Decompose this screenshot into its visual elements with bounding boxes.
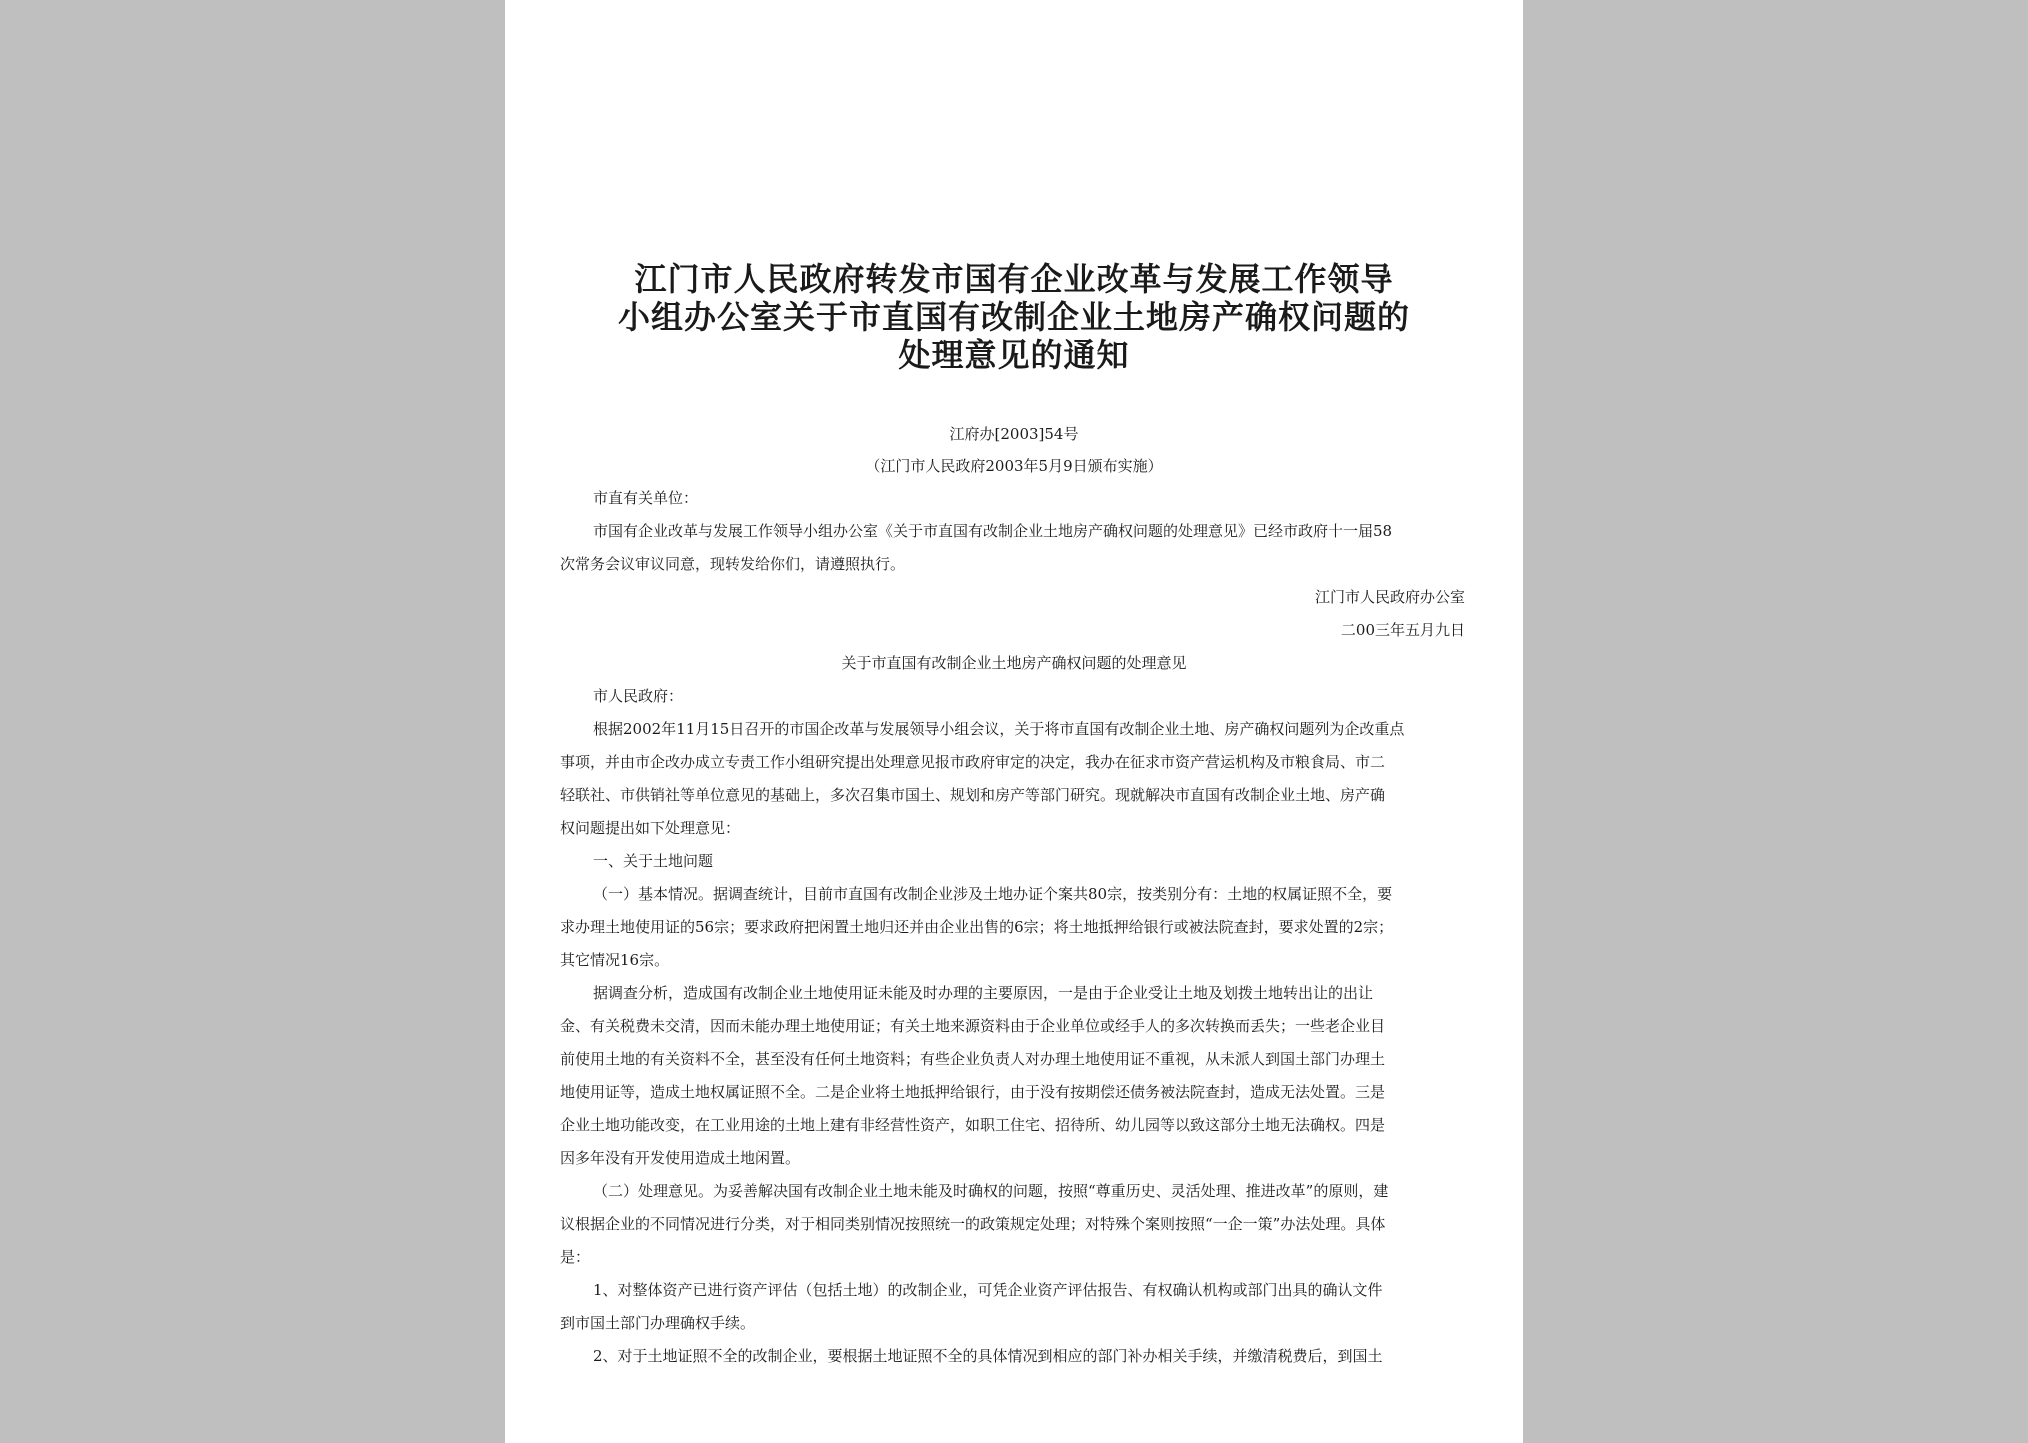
para2-line-2: 求办理土地使用证的56宗；要求政府把闲置土地归还并由企业出售的6宗；将土地抵押给银行或被法院查封，要求处置的2宗；: [560, 918, 1394, 936]
para1-line-3: 轻联社、市供销社等单位意见的基础上，多次召集市国土、规划和房产等部门研究。现就解决市直国有改制企业土地、房产确: [560, 786, 1386, 804]
para5-line-2: 到市国土部门办理确权手续。: [560, 1314, 756, 1332]
issue-note: （江门市人民政府2003年5月9日颁布实施）: [865, 457, 1163, 475]
para1-line-2: 事项，并由市企改办成立专责工作小组研究提出处理意见报市政府审定的决定，我办在征求市资产营运机构及市粮食局、市二: [560, 753, 1386, 771]
intro-line-1: 市国有企业改革与发展工作领导小组办公室《关于市直国有改制企业土地房产确权问题的处理意见》已经市政府十一届58: [593, 522, 1393, 540]
document-title-line-1: 江门市人民政府转发市国有企业改革与发展工作领导: [634, 260, 1394, 298]
document-number: 江府办[2003]54号: [949, 425, 1079, 443]
para3-line-5: 企业土地功能改变，在工业用途的土地上建有非经营性资产，如职工住宅、招待所、幼儿园等以致这部分土地无法确权。四是: [560, 1116, 1386, 1134]
para4-line-2: 议根据企业的不同情况进行分类，对于相同类别情况按照统一的政策规定处理；对特殊个案则按照“一企一策”办法处理。具体: [560, 1215, 1386, 1233]
para1-line-1: 根据2002年11月15日召开的市国企改革与发展领导小组会议，关于将市直国有改制企业土地、房产确权问题列为企改重点: [593, 720, 1405, 738]
intro-line-2: 次常务会议审议同意，现转发给你们，请遵照执行。: [560, 555, 906, 573]
document-page: [505, 0, 1523, 1443]
para4-line-3: 是：: [560, 1248, 591, 1266]
para3-line-2: 金、有关税费未交清，因而未能办理土地使用证；有关土地来源资料由于企业单位或经手人的多次转换而丢失；一些老企业目: [560, 1017, 1386, 1035]
signature-date: 二00三年五月九日: [1340, 621, 1465, 639]
signature-org: 江门市人民政府办公室: [1314, 588, 1465, 606]
attachment-salutation: 市人民政府：: [593, 687, 684, 705]
attachment-title: 关于市直国有改制企业土地房产确权问题的处理意见: [841, 654, 1187, 672]
para3-line-1: 据调查分析，造成国有改制企业土地使用证未能及时办理的主要原因，一是由于企业受让土地及划拨土地转出让的出让: [593, 984, 1374, 1002]
para3-line-3: 前使用土地的有关资料不全，甚至没有任何土地资料；有些企业负责人对办理土地使用证不重视，从未派人到国土部门办理土: [560, 1050, 1386, 1068]
salutation: 市直有关单位：: [593, 489, 699, 507]
para3-line-6: 因多年没有开发使用造成土地闲置。: [560, 1149, 801, 1167]
para3-line-4: 地使用证等，造成土地权属证照不全。二是企业将土地抵押给银行，由于没有按期偿还债务被法院查封，造成无法处置。三是: [560, 1083, 1386, 1101]
section1-heading: 一、关于土地问题: [593, 852, 714, 870]
document-title-line-2: 小组办公室关于市直国有改制企业土地房产确权问题的: [617, 298, 1410, 336]
para5-line-1: 1、对整体资产已进行资产评估（包括土地）的改制企业，可凭企业资产评估报告、有权确认机构或部门出具的确认文件: [593, 1281, 1383, 1299]
para4-line-1: （二）处理意见。为妥善解决国有改制企业土地未能及时确权的问题，按照“尊重历史、灵活处理、推进改革”的原则，建: [593, 1182, 1389, 1200]
para1-line-4: 权问题提出如下处理意见：: [560, 819, 741, 837]
para2-line-1: （一）基本情况。据调查统计，目前市直国有改制企业涉及土地办证个案共80宗，按类别分有：土地的权属证照不全，要: [593, 885, 1393, 903]
document-title-line-3: 处理意见的通知: [898, 336, 1130, 374]
para6-line-1: 2、对于土地证照不全的改制企业，要根据土地证照不全的具体情况到相应的部门补办相关手续，并缴清税费后，到国土: [593, 1347, 1383, 1365]
para2-line-3: 其它情况16宗。: [560, 951, 670, 969]
